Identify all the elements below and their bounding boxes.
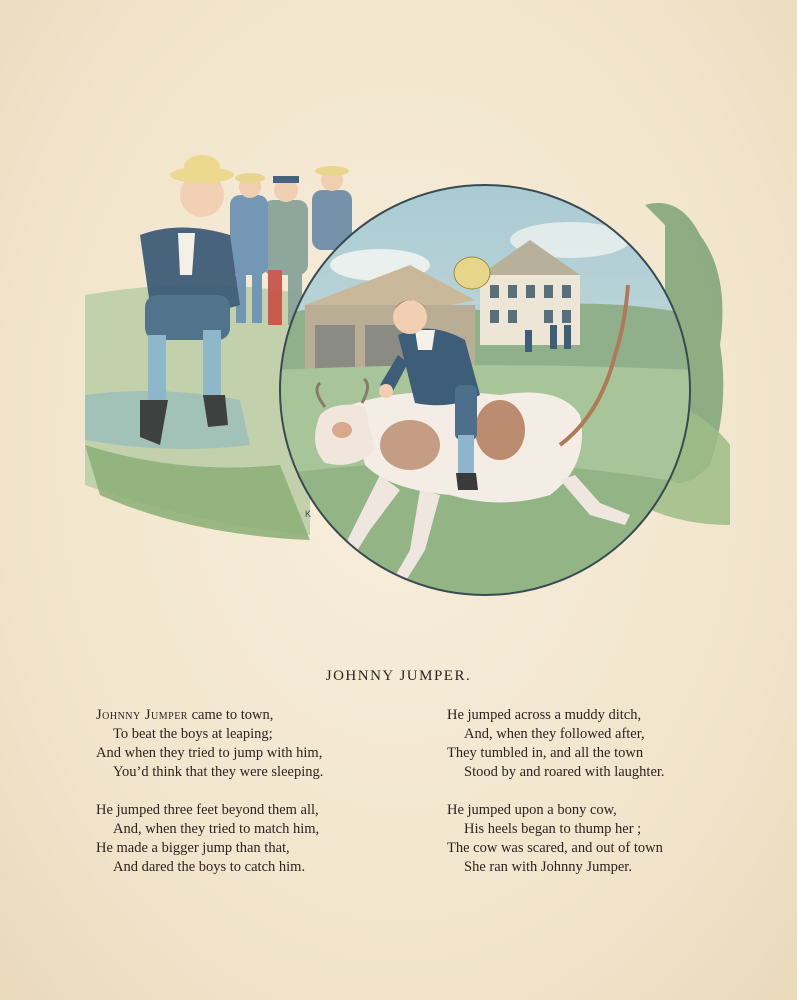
poem-line: His heels began to thump her ; [464, 821, 642, 837]
poem-line: To beat the boys at leaping; [113, 726, 273, 742]
stanza [96, 801, 416, 877]
stanza [96, 706, 416, 782]
stanza [447, 801, 747, 877]
poem-line: He jumped three feet beyond them all, [96, 802, 319, 818]
stanza [447, 706, 747, 782]
poem-line: They tumbled in, and all the town [447, 745, 644, 761]
boy-riding-cow-illustration-icon [80, 145, 740, 615]
poem-line [96, 706, 416, 725]
poem-line-rest: came to town, [187, 707, 274, 723]
poem-title: JOHNNY JUMPER. [325, 668, 472, 684]
poem-right-column [447, 706, 747, 896]
poem-line: And, when they followed after, [464, 726, 645, 742]
poem-line: She ran with Johnny Jumper. [464, 859, 632, 875]
poem-line: The cow was scared, and out of town [447, 840, 663, 856]
poem-line: Stood by and roared with laughter. [464, 764, 665, 780]
poem-left-column [96, 706, 416, 896]
poem-line: And when they tried to jump with him, [96, 745, 323, 761]
poem-line: He jumped upon a bony cow, [447, 802, 617, 818]
poem-line: And, when they tried to match him, [113, 821, 320, 837]
poem-name-lead: Johnny Jumper [96, 707, 188, 723]
poem-line: He made a bigger jump than that, [96, 840, 290, 856]
poem-line: He jumped across a muddy ditch, [447, 707, 642, 723]
artist-mark: K [305, 509, 312, 519]
poem-line: You’d think that they were sleeping. [113, 764, 324, 780]
illustration [80, 145, 740, 615]
poem-line: And dared the boys to catch him. [113, 859, 306, 875]
